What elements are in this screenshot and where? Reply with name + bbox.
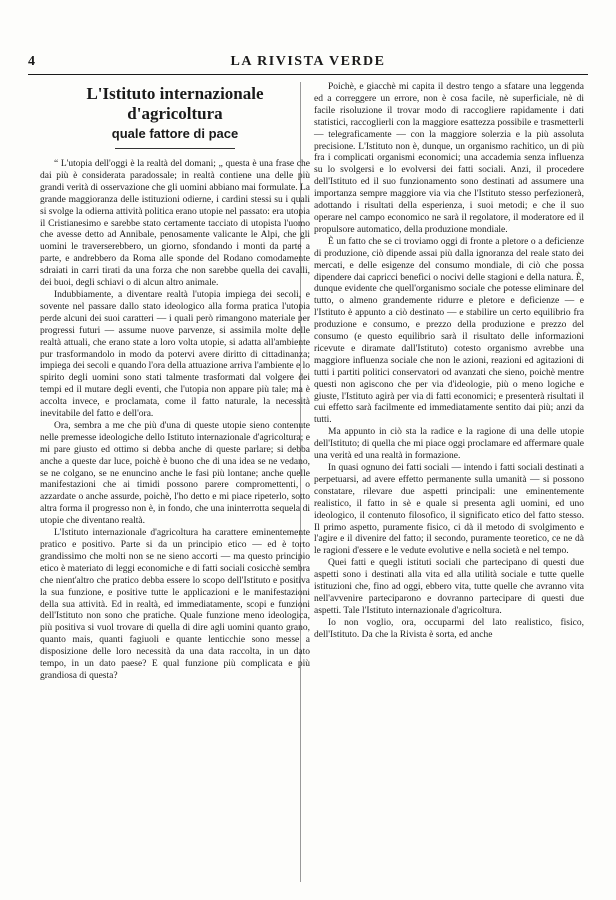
page-header xyxy=(28,54,588,70)
paragraph: Poichè, e giacchè mi capita il destro tengo a sfatare una leggenda ed a correggere un errore, non è cosa facile, nè superficiale, nè di facile risoluzione il trovar modo di raccogliere rapidamente i dati statistici, raccoglierli con la maggiore esattezza possibile e trasmetterli — telegraficamente — con la maggiore solerzia e la più assoluta precisione. L'Istituto non è, dunque, un organismo rachitico, un di più fra i complicati organismi economici; una accademia senza influenza su lo svolgersi e lo evolversi dei fatti sociali. Anzi, il procedere dell'Istituto ed il suo funzionamento sono destinati ad assumere una importanza sempre maggiore via via che l'Istituto stesso perfezionerà, adottando i risultati della esperienza, i suoi metodi; e che il suo operare nel campo economico ne sarà il regolatore, il moderatore ed il propulsore automatico, della produzione mondiale. xyxy=(314,82,584,235)
article-title: L'Istituto internazionale d'agricoltura xyxy=(86,84,264,123)
left-column xyxy=(40,82,310,683)
paragraph: Indubbiamente, a diventare realtà l'utopia impiega dei secoli, e sovente nel passare dallo stato ideologico alla forma pratica l'utopia perde alcuni dei suoi caratteri — i quali però rimangono materiale per progressi futuri — assume nuove parvenze, si assimila molte delle realtà attuali, che erano state a loro volta utopie, si adatta all'ambiente pur trasformandolo in modo da potervi avere diritto di cittadinanza; impiega dei secoli e quando l'ora della attuazione arriva l'ambiente e lo spirito degli uomini sono stati talmente trasformati dal volgere dei tempi ed il mutare degli eventi, che l'utopia non appare più tale; ma è accolta invece, e proclamata, come il fatto naturale, la necessità inevitabile del fatto e dell'ora. xyxy=(40,289,310,420)
paragraph: Quei fatti e quegli istituti sociali che partecipano di questi due aspetti sono i destinati alla vita ed alla utilità sociale e tutte quelle istituzioni che, fino ad oggi, ebbero vita, tutte quelle che avranno vita nell'avvenire parteciparono e dovranno partecipare di questi due aspetti. Tale l'Istituto internazionale d'agricoltura. xyxy=(314,558,584,616)
title-rule xyxy=(115,148,235,149)
paragraph: Ma appunto in ciò sta la radice e la ragione di una delle utopie dell'Istituto; di quella che mi piace oggi proclamare ed affermare quale una verità ed una realtà in formazione. xyxy=(314,427,584,462)
paragraph: In quasi ognuno dei fatti sociali — intendo i fatti sociali destinati a perpetuarsi, ad avere effetto permanente sulla umanità — si possono constatare, rilevare due aspetti principali: une eminentemente realistico, il fatto in sè e quale si presenta agli uomini, ed uno ideologico, il contenuto filosofico, il significato etico del fatto stesso. Il primo aspetto, puramente fisico, ci dà il metodo di svolgimento e l'agire e il divenire del fatto; il secondo, puramente teoretico, ce ne dà le ragioni d'essere e le vedute evolutive e nella società e nel tempo. xyxy=(314,463,584,557)
header-rule xyxy=(28,74,588,75)
paragraph: È un fatto che se ci troviamo oggi di fronte a pletore o a deficienze di produzione, ciò dipende assai più dalla ignoranza del reale stato dei mercati, e delle esigenze del consumo mondiale, di ciò che possa dipendere dai capricci benefici o nocivi delle stagioni e della natura. È, dunque evidente che quell'organismo sociale che potesse eliminare del tutto, o almeno grandemente ridurre e pletore e deficienze — e l'Istituto è appunto a ciò destinato — e stabilire un certo equilibrio fra produzione e consumo, e prezzo della produzione e prezzo del consumo (e questo equilibrio sarà il risultato delle informazioni ricevute e diramate dall'Istituto) cotesto organismo avrebbe una maggiore influenza sociale che non le azioni, reazioni ed agitazioni di tutti i partiti politici conservatori od avanzati che sieno, poichè mentre questi non agiscono che per via d'ideologie, più o meno logiche e giuste, l'Istituto agirà per via di fatti economici; e presenterà risultati il cui effetto sarà facilmente ed immediatamente sentito dai più; anzi da tutti. xyxy=(314,236,584,426)
paragraph: “ L'utopia dell'oggi è la realtà del domani; „ questa è una frase che dai più è considerata paradossale; in realtà contiene una delle più grandi verità di osservazione che gli uomini abbiano mai formulate. La grande maggioranza delle istituzioni odierne, i cardini stessi su i quali si svolge la odierna attività politica erano utopie nel passato: era utopia il Cristianesimo e sarebbe stato certamente tacciato di utopista l'uomo che avesse detto ad Annibale, penosamente valicante le Alpi, che gli uomini le traverserebbero, un giorno, sfondando i monti da parte a parte, e andrebbero da Roma alle sponde del Rodano comodamente sdraiati in carri tirati da una forza che non sarebbe quella dei cavalli, dei buoi, degli schiavi o di alcun altro animale. xyxy=(40,159,310,289)
article-subtitle: quale fattore di pace xyxy=(111,126,239,141)
page-number: 4 xyxy=(28,54,37,69)
paragraph: L'Istituto internazionale d'agricoltura ha carattere eminentemente pratico e positivo. Parte si da un principio etico — ed è torto grandissimo che molti non se ne sieno accorti — ma questo principio etico è materiato di leggi economiche e di fatti sociali cosicchè sembra che nient'altro che pratico debba essere lo scopo dell'Istituto e positiva la sua funzione, e positive tutte le applicazioni e le manifestazioni della sua attività. Ed in realtà, ed immediatamente, scopi e funzioni dell'Istituto non sono che pratiche. Quale funzione meno ideologica, più positiva si vuol trovare di quella di dire agli uomini quanto grano, quanto mais, quanti fagiuoli e quante lenticchie sono messe a disposizione delle loro necessità da una data raccolta, in un dato tempo, in un dato paese? E qual funzione più complicata e più grandiosa di questa? xyxy=(40,528,310,681)
paragraph: Io non voglio, ora, occuparmi del lato realistico, fisico, dell'Istituto. Da che la Rivista è sorta, ed anche xyxy=(314,617,584,640)
paragraph: Ora, sembra a me che più d'una di queste utopie sieno contenute nelle premesse ideologiche dello Istituto internazionale d'agricoltura; e mi pare giusto ed ottimo si debba anche di queste parlare; si debba anche a queste dar luce, poichè è buono che di una idea se ne vedano, se ne colgano, se ne enuncino anche le fasi più lontane; anche quelle manifestazioni che ai timidi possono parere compromettenti, o azzardate o anche assurde, poichè, l'ho detto e mi piace ripeterlo, sotto altra forma il progresso non è, in fondo, che una ininterrotta sequela di utopie che diventano realtà. xyxy=(40,420,310,527)
right-column xyxy=(314,82,584,642)
running-title: LA RIVISTA VERDE xyxy=(230,54,386,69)
